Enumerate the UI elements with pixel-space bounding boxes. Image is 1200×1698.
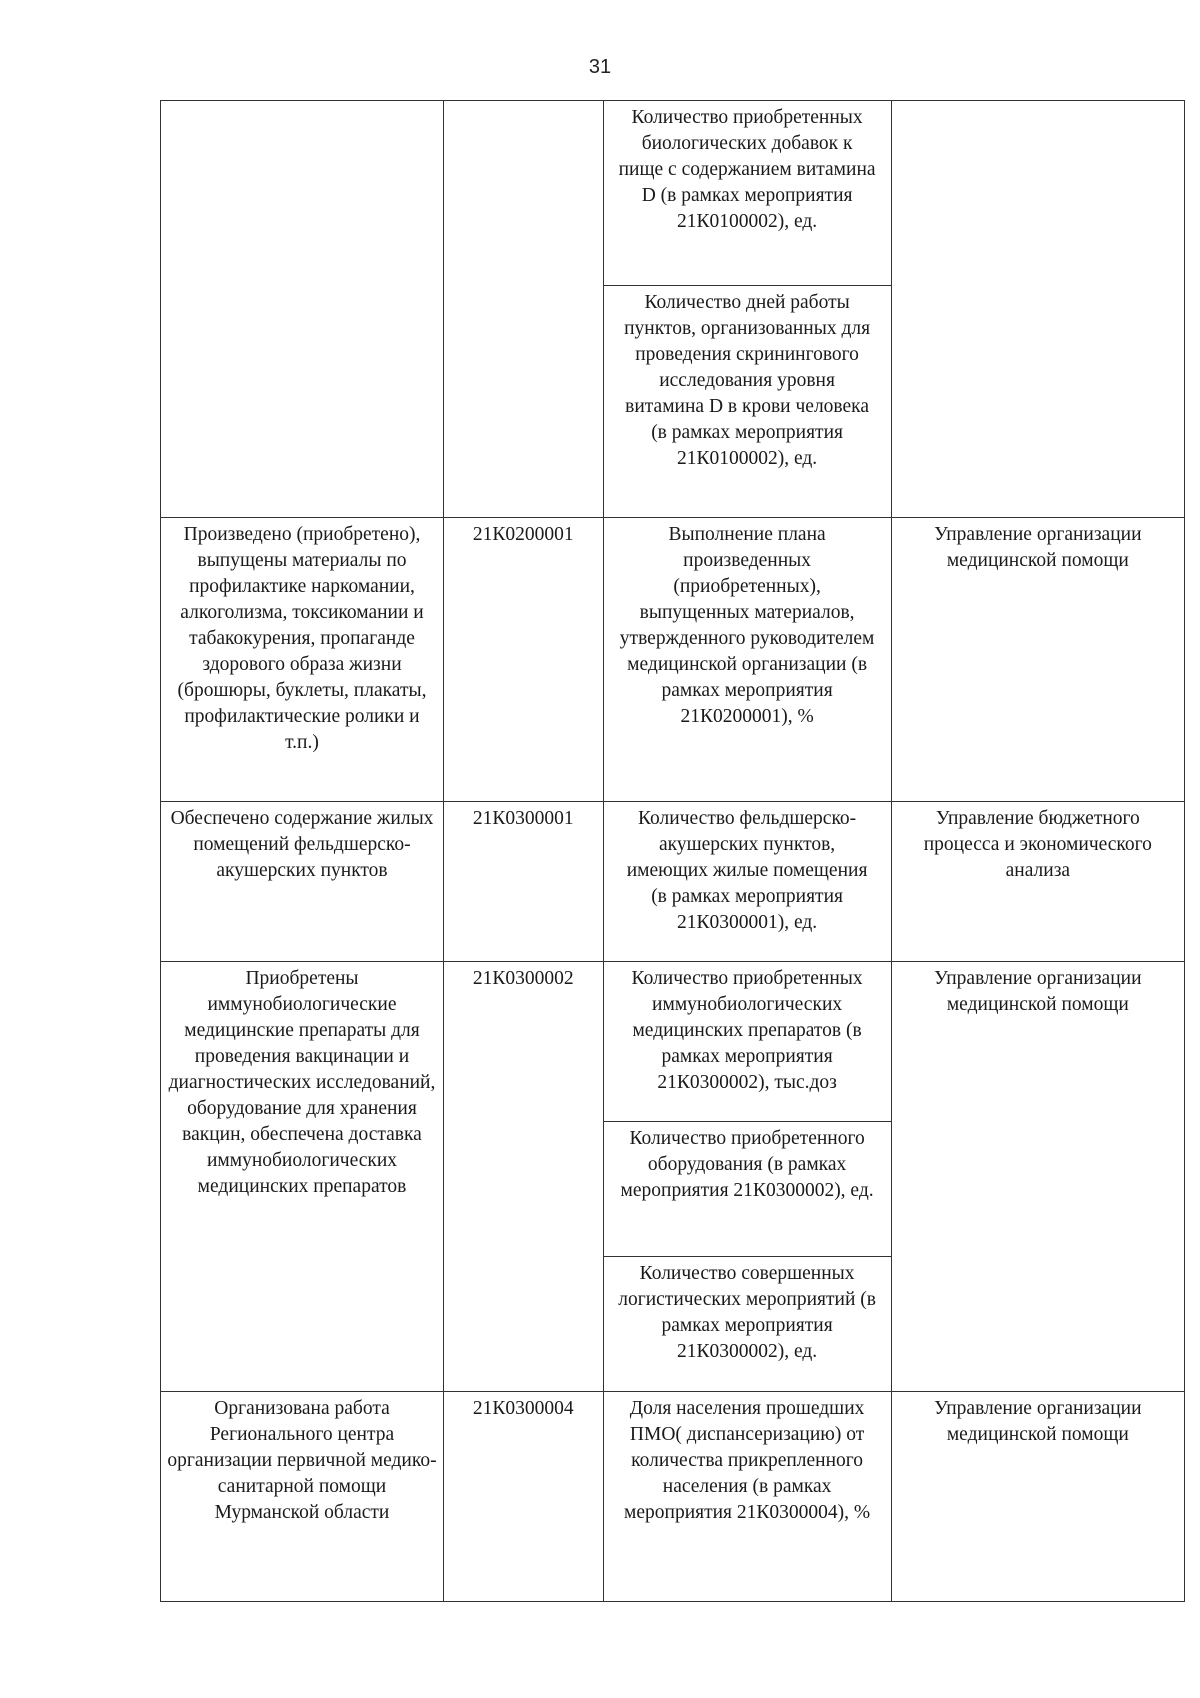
indicator-text: Количество приобретенного оборудования (в рамках мероприятия 21К0300002), ед. <box>620 1128 874 1201</box>
indicator-cell <box>603 1392 891 1602</box>
result-cell: Приобретены иммунобиологические медицинские препараты для проведения вакцинации и диагностических исследований, оборудование для хранения вакцин, обеспечена доставка иммунобиологических медицинских препаратов <box>161 962 444 1392</box>
indicator-text: Количество фельдшерско-акушерских пунктов, имеющих жилые помещения (в рамках мероприятия 21К0300001), ед. <box>626 808 868 933</box>
page-number: 31 <box>588 56 612 78</box>
responsible-cell <box>891 101 1184 518</box>
indicator-cell <box>603 802 891 962</box>
indicator-cell <box>603 518 891 802</box>
table-row <box>161 518 1185 802</box>
result-cell: Организована работа Регионального центра организации первичной медико-санитарной помощи Мурманской области <box>161 1392 444 1602</box>
code-cell <box>444 101 604 518</box>
code-cell: 21К0300002 <box>444 962 604 1392</box>
indicator-text: Доля населения прошедших ПМО( диспансеризацию) от количества прикрепленного населения (в рамках мероприятия 21К0300004), % <box>624 1398 871 1523</box>
code-cell: 21К0300004 <box>444 1392 604 1602</box>
table-row <box>161 802 1185 962</box>
indicator-cell <box>603 1122 891 1257</box>
table-row <box>161 962 1185 1122</box>
indicator-cell <box>603 101 891 286</box>
responsible-cell: Управление организации медицинской помощи <box>891 1392 1184 1602</box>
result-cell <box>161 101 444 518</box>
measures-table <box>160 100 1185 1602</box>
code-cell: 21К0300001 <box>444 802 604 962</box>
table-row <box>161 101 1185 286</box>
indicator-cell <box>603 286 891 518</box>
indicator-cell <box>603 1257 891 1392</box>
indicator-text: Количество совершенных логистических мероприятий (в рамках мероприятия 21К0300002), ед. <box>618 1263 876 1362</box>
responsible-cell: Управление организации медицинской помощи <box>891 518 1184 802</box>
responsible-cell: Управление бюджетного процесса и экономического анализа <box>891 802 1184 962</box>
indicator-cell <box>603 962 891 1122</box>
indicator-text: Количество приобретенных иммунобиологических медицинских препаратов (в рамках мероприятия 21К0300002), тыс.доз <box>631 968 863 1093</box>
indicator-text: Количество приобретенных биологических добавок к пище с содержанием витамина D (в рамках мероприятия 21К0100002), ед. <box>618 107 876 232</box>
responsible-cell: Управление организации медицинской помощи <box>891 962 1184 1392</box>
result-cell: Обеспечено содержание жилых помещений фельдшерско-акушерских пунктов <box>161 802 444 962</box>
result-cell: Произведено (приобретено), выпущены материалы по профилактике наркомании, алкоголизма, токсикомании и табакокурения, пропаганде здорового образа жизни (брошюры, буклеты, плакаты, профилактические ролики и т.п.) <box>161 518 444 802</box>
code-cell: 21К0200001 <box>444 518 604 802</box>
indicator-text: Выполнение плана произведенных (приобретенных), выпущенных материалов, утвержденного руководителем медицинской организации (в рамках мероприятия 21К0200001), % <box>619 524 875 727</box>
indicator-text: Количество дней работы пунктов, организованных для проведения скринингового исследования уровня витамина D в крови человека (в рамках мероприятия 21К0100002), ед. <box>624 292 871 469</box>
table-row <box>161 1392 1185 1602</box>
